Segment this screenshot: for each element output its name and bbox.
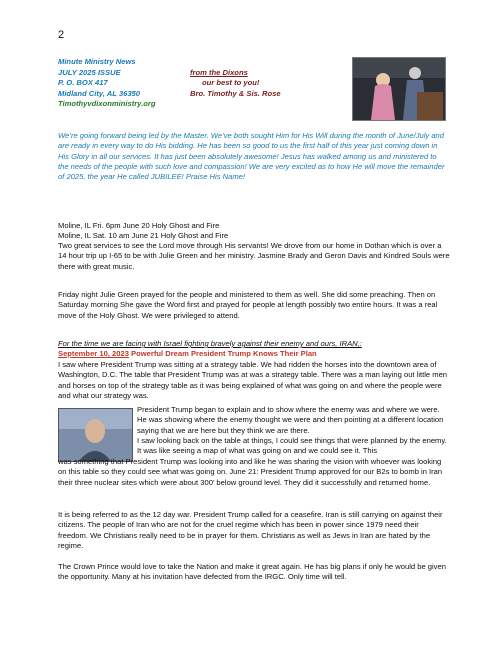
dream-title: Powerful Dream President Trump Knows Their Plan <box>128 349 317 358</box>
dream-heading <box>58 349 450 359</box>
ceasefire-paragraph: It is being referred to as the 12 day war. President Trump called for a ceasefire. Iran is still carrying on against their citizens. The people of Iran who are not for the cruel regime which has been in power since 1979 need their freedom. We Christians really need to be in prayer for them. Christians as well as Jews in Iran are hated by the regime. <box>58 510 443 550</box>
header-pobox: P. O. BOX 417 <box>58 78 108 88</box>
friday-paragraph: Friday night Julie Green prayed for the people and ministered to them as well. She did some preaching. Then on Saturday morning She gave the Word first and prayed for people at length possibly two entire hours. It was a real move of the Holy Ghost. We were privileged to attend. <box>58 290 438 320</box>
israel-line-wrap <box>58 339 450 349</box>
event-paragraph: Two great services to see the Lord move through His servants! We drove from our home in Dothan which is over a 14 hour trip up I-65 to be with Julie Green and her ministry. Jasmine Brady and Geron Davis and Kindred Souls were there with great music. <box>58 241 450 271</box>
crown-prince-paragraph: The Crown Prince would love to take the Nation and make it great again. He has big plans if only he would be given the opportunity. Many at his invitation have defected from the IRGC. Only time will tell. <box>58 562 446 582</box>
header-best: our best to you! <box>202 78 260 88</box>
event-line-1: Moline, IL Fri. 6pm June 20 Holy Ghost and Fire <box>58 221 220 230</box>
header-from: from the Dixons <box>190 67 248 77</box>
event-line-2: Moline, IL Sat. 10 am June 21 Holy Ghost and Fire <box>58 231 229 240</box>
speaker-photo <box>58 408 133 462</box>
header-website: Timothyvdixonministry.org <box>58 99 156 109</box>
header-city: Midland City, AL 36350 <box>58 88 141 98</box>
newsletter-header <box>58 57 348 110</box>
dream-wrap-paragraph-2: I saw looking back on the table at things, I could see things that were planned by the enemy. It was like seeing a map of what was going on and we could see it. This <box>137 436 447 456</box>
dixons-photo <box>352 57 446 121</box>
dream-paragraph-1: I saw where President Trump was sitting at a strategy table. We had ridden the horses into the downtown area of Washington, D.C. The table that President Trump was at was a strategy table. There was a man laying out little men and horses on top of the strategy table as it was being explained of what was going on and where the people were and what our strategy was. <box>58 360 448 400</box>
israel-line: For the time we are facing with Israel fighting bravely against their enemy and ours, IRAN,: <box>58 339 362 348</box>
intro-paragraph: We’re going forward being led by the Master. We’ve both sought Him for His Will during the month of June/July and are ready in every way to do His bidding. He has been so good to us the first half of this year just coming down in His Glory in all our services. It has just been absolutely awesome! Jesus has walked among us and ministered to the needs of the people with such love and compassion! We are very excited as to how He will move the remainder of 2025, the year He called JUBILEE! Praise His Name! <box>58 131 445 182</box>
dream-wrap-paragraph: President Trump began to explain and to show where the enemy was and where we were. He was showing where the enemy thought we were and then pointing at a different location saying that we are here but they think we are there. <box>137 405 444 435</box>
page-number: 2 <box>58 29 65 41</box>
header-title: Minute Ministry News <box>58 57 136 66</box>
dream-paragraph-2: was something that President Trump was looking into and like he was sharing the vision with whoever was looking on this table so they could see what was going on. June 21: President Trump approved for our B2s to bomb in Iran their three nuclear sites which were about 300’ below ground level. They did it successfully and returned home. <box>58 457 443 487</box>
dream-date: September 10, 2023 <box>58 349 129 358</box>
header-issue: JULY 2025 ISSUE <box>58 67 121 77</box>
header-names: Bro. Timothy & Sis. Rose <box>190 88 281 98</box>
